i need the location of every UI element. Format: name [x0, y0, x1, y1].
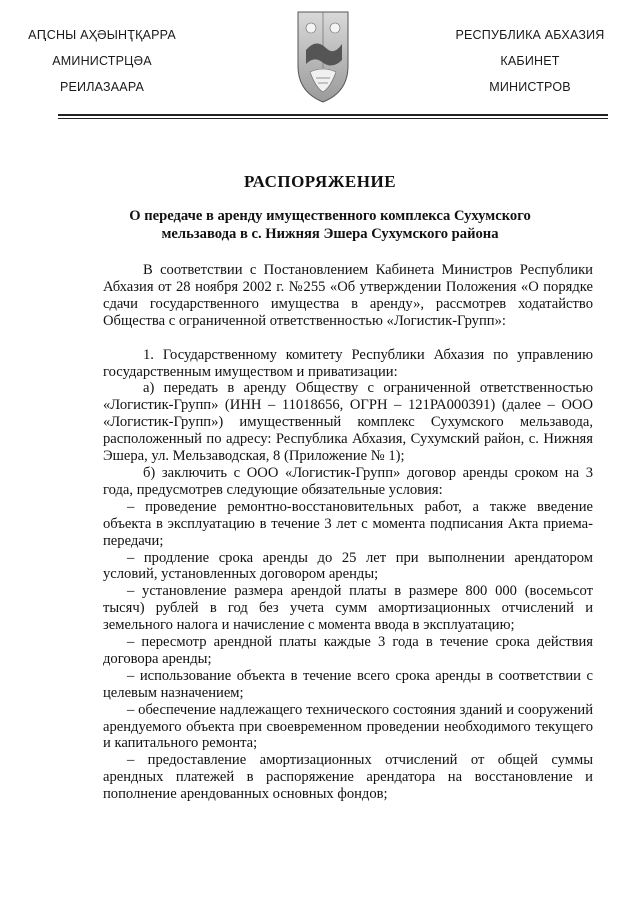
- document-header: [0, 0, 640, 120]
- header-right-line: МИНИСТРОВ: [489, 80, 571, 94]
- header-divider-thick: [58, 114, 608, 116]
- condition-item: – использование объекта в течение всего срока аренды в соответствии с целевым назначением;: [103, 667, 593, 701]
- header-left-abkhaz: [2, 22, 202, 100]
- coat-of-arms-icon: [296, 8, 350, 104]
- preamble-paragraph: В соответствии с Постановлением Кабинета Министров Республики Абхазия от 28 ноября 2002 г. №255 «Об утверждении Положения «О порядке сдачи государственного имущества в аренду», рассмотрев ходатайство Общества с ограниченной ответственностью «Логистик-Групп»:: [103, 262, 593, 329]
- header-left-line: РЕИЛАЗААРА: [59, 80, 145, 94]
- document-body: [103, 262, 593, 803]
- condition-item: – продление срока аренды до 25 лет при выполнении арендатором условий, установленных договором аренды;: [103, 549, 593, 583]
- clause-paragraph: а) передать в аренду Обществу с ограниченной ответственностью «Логистик-Групп» (ИНН – 11018656, ОГРН – 121РА000391) (далее – ООО «Логистик-Групп») имущественный комплекс Сухумского мельзавода, расположенный по адресу: Республика Абхазия, Сухумский район, с. Нижняя Эшера, ул. Мельзаводская, 8 (Приложение № 1);: [103, 380, 593, 465]
- condition-item: – предоставление амортизационных отчислений от общей суммы арендных платежей в распоряжение арендатора на восстановление и пополнение арендованных основных фондов;: [103, 752, 593, 803]
- header-right-line: КАБИНЕТ: [500, 54, 560, 68]
- clause-paragraph: 1. Государственному комитету Республики Абхазия по управлению государственным имуществом и приватизации:: [103, 346, 593, 380]
- condition-item: – установление размера арендой платы в размере 800 000 (восемьсот тысяч) рублей в год без учета сумм амортизационных отчислений и земельного налога и начисление с момента ввода в эксплуатацию;: [103, 583, 593, 634]
- header-right-russian: [430, 22, 630, 100]
- header-left-line: АМИНИСТРЦӘА: [52, 54, 152, 68]
- condition-item: – пересмотр арендной платы каждые 3 года в течение срока действия договора аренды;: [103, 634, 593, 667]
- condition-item: – проведение ремонтно-восстановительных работ, а также введение объекта в эксплуатацию в течение 3 лет с момента подписания Акта приема-передачи;: [103, 498, 593, 549]
- header-divider-thin: [58, 118, 608, 119]
- document-title: РАСПОРЯЖЕНИЕ: [243, 172, 397, 191]
- condition-item: – обеспечение надлежащего технического состояния зданий и сооружений арендуемого объекта при своевременном проведении необходимого текущего и капитального ремонта;: [103, 701, 593, 752]
- document-subject: О передаче в аренду имущественного комплекса Сухумского мельзавода в с. Нижняя Эшера Сухумского района: [129, 208, 531, 242]
- header-right-line: РЕСПУБЛИКА АБХАЗИЯ: [455, 28, 605, 42]
- header-left-line: АԤСНЫ АҲӘЫНҬҚАРРА: [28, 28, 176, 42]
- clause-paragraph: б) заключить с ООО «Логистик-Групп» договор аренды сроком на 3 года, предусмотрев следующие обязательные условия:: [103, 464, 593, 498]
